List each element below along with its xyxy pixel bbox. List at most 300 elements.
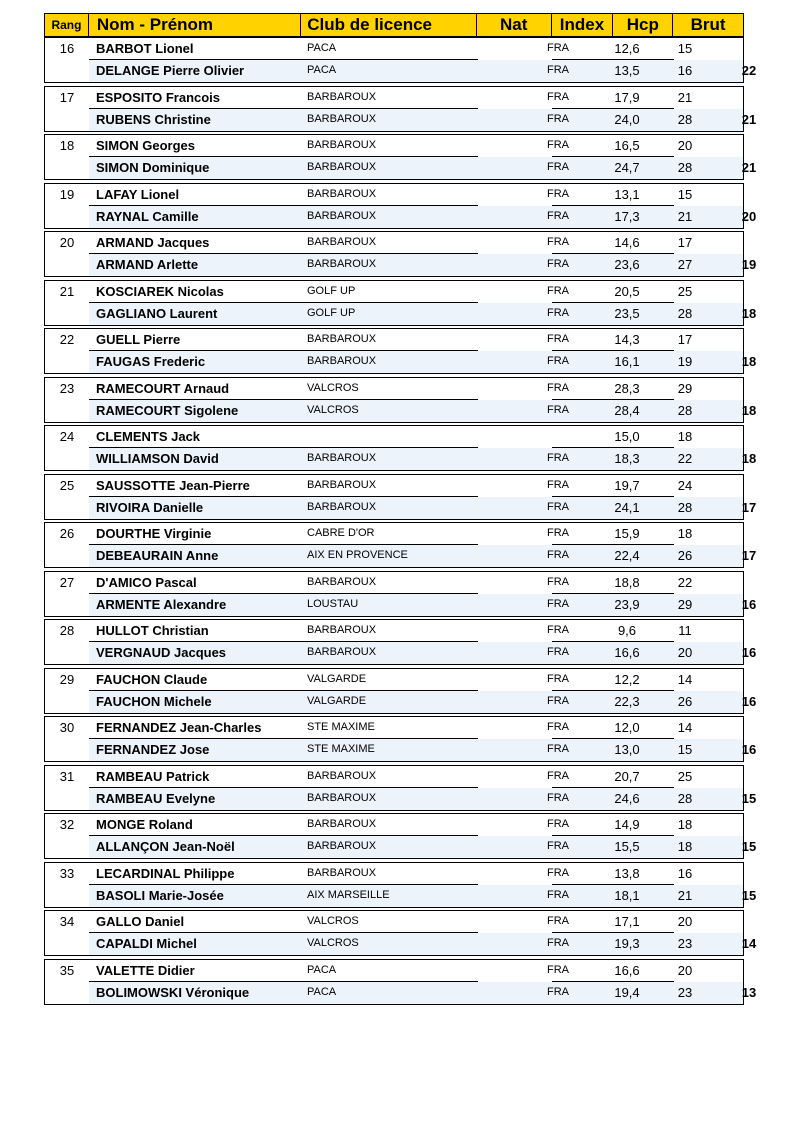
nationality: FRA [547, 161, 569, 173]
club-name: BARBAROUX [307, 90, 377, 103]
nationality: FRA [547, 646, 569, 658]
club-name: BARBAROUX [307, 769, 377, 782]
rang-value: 18 [59, 138, 75, 153]
club-name: BARBAROUX [307, 333, 377, 345]
index-value: 13,5 [614, 63, 640, 78]
row-divider [302, 447, 478, 448]
row-divider [552, 593, 614, 594]
index-value: 14,6 [614, 235, 640, 250]
player-name: MONGE Roland [96, 817, 193, 832]
player-name: RAMBEAU Evelyne [96, 790, 216, 806]
player-row [89, 281, 743, 303]
player-name: SAUSSOTTE Jean-Pierre [96, 477, 250, 493]
club-name: BARBAROUX [307, 209, 377, 222]
player-name: LECARDINAL Philippe [96, 865, 235, 881]
index-value: 23,6 [614, 257, 640, 272]
team-group [44, 571, 757, 617]
brut-score: 16 [741, 742, 757, 757]
index-value: 12,2 [614, 671, 640, 687]
row-divider [614, 981, 674, 982]
player-row [89, 448, 757, 470]
player-row [89, 863, 743, 885]
player-row [89, 911, 743, 933]
row-divider [614, 205, 674, 206]
rang-value: 19 [59, 186, 75, 202]
hcp-value: 21 [677, 89, 693, 105]
player-row [89, 378, 743, 400]
player-name: CAPALDI Michel [96, 936, 197, 951]
row-divider [614, 156, 674, 157]
index-value: 18,1 [614, 887, 640, 903]
hcp-value: 20 [677, 645, 693, 660]
row-divider [552, 399, 614, 400]
team-group [44, 619, 757, 665]
brut-score: 18 [741, 402, 757, 418]
row-divider [552, 156, 614, 157]
player-row [89, 38, 743, 60]
row-divider [89, 108, 302, 109]
hcp-value: 23 [677, 936, 693, 951]
row-divider [552, 884, 614, 885]
nationality: FRA [547, 624, 569, 636]
row-divider [614, 399, 674, 400]
index-value: 20,5 [614, 283, 640, 299]
index-value: 24,6 [614, 790, 640, 806]
hcp-value: 18 [677, 839, 693, 854]
club-name: BARBAROUX [307, 791, 377, 804]
hcp-value: 17 [677, 235, 693, 250]
player-row [89, 717, 743, 739]
nationality: FRA [547, 694, 569, 707]
player-name: HULLOT Christian [96, 623, 209, 638]
nationality: FRA [547, 64, 569, 76]
rang-value: 29 [59, 671, 75, 687]
club-name: GOLF UP [307, 284, 356, 297]
club-name: VALCROS [307, 381, 359, 394]
row-divider [552, 835, 614, 836]
row-divider [614, 496, 674, 497]
index-value: 28,3 [614, 380, 640, 396]
rang-value: 25 [59, 477, 75, 493]
player-name: FERNANDEZ Jean-Charles [96, 720, 262, 735]
team-group [44, 280, 757, 326]
club-name: PACA [307, 963, 337, 976]
rang-value: 20 [59, 235, 75, 250]
row-divider [614, 350, 674, 351]
club-name [307, 426, 475, 447]
player-name: WILLIAMSON David [96, 451, 219, 466]
nationality [523, 426, 583, 447]
index-value: 24,0 [614, 111, 640, 127]
club-name: BARBAROUX [307, 575, 377, 588]
player-name: CLEMENTS Jack [96, 429, 201, 444]
club-name: VALCROS [307, 403, 359, 416]
brut-score: 14 [741, 936, 757, 951]
row-divider [552, 447, 614, 448]
index-value: 24,1 [614, 499, 640, 515]
player-row [89, 620, 743, 642]
club-name: VALCROS [307, 915, 359, 927]
nationality: FRA [547, 355, 569, 367]
row-divider [552, 59, 614, 60]
row-divider [302, 835, 478, 836]
row-divider [89, 350, 302, 351]
player-row [89, 545, 757, 567]
hcp-value: 22 [677, 574, 693, 590]
results-table [44, 13, 757, 1005]
player-name: BASOLI Marie-Josée [96, 887, 224, 903]
row-divider [302, 641, 478, 642]
nationality: FRA [547, 888, 569, 901]
rang-value: 34 [59, 914, 75, 929]
row-divider [302, 156, 478, 157]
row-divider [302, 205, 478, 206]
row-divider [89, 738, 302, 739]
row-divider [89, 302, 302, 303]
team-group [44, 910, 757, 956]
nationality: FRA [547, 818, 569, 830]
brut-score: 16 [741, 693, 757, 709]
hcp-value: 18 [677, 526, 693, 541]
index-value: 24,7 [614, 160, 640, 175]
row-divider [302, 108, 478, 109]
row-divider [614, 593, 674, 594]
row-divider [614, 932, 674, 933]
brut-score: 21 [741, 160, 757, 175]
row-divider [302, 787, 478, 788]
index-value: 15,5 [614, 839, 640, 854]
index-value: 16,1 [614, 354, 640, 369]
header-brut: Brut [690, 15, 726, 34]
row-divider [614, 738, 674, 739]
hcp-value: 15 [677, 186, 693, 202]
index-value: 16,5 [614, 138, 640, 153]
club-name: STE MAXIME [307, 743, 375, 755]
rang-value: 16 [59, 41, 75, 56]
player-row [89, 351, 757, 373]
player-row [89, 788, 757, 810]
row-divider [302, 884, 478, 885]
club-name: BARBAROUX [307, 478, 377, 491]
player-name: ALLANÇON Jean-Noël [96, 839, 235, 854]
row-divider [302, 496, 478, 497]
player-name: SIMON Dominique [96, 160, 210, 175]
rang-value: 35 [59, 962, 75, 978]
player-row [89, 475, 743, 497]
hcp-value: 25 [677, 768, 693, 784]
row-divider [89, 59, 302, 60]
player-row [89, 766, 743, 788]
club-name: PACA [307, 64, 337, 76]
row-divider [89, 835, 302, 836]
player-name: LAFAY Lionel [96, 186, 180, 202]
team-group [44, 328, 757, 374]
nationality: FRA [547, 258, 569, 270]
row-divider [552, 205, 614, 206]
hcp-value: 22 [677, 451, 693, 466]
player-name: ESPOSITO Francois [96, 89, 221, 105]
hcp-value: 28 [677, 111, 693, 127]
club-name: VALGARDE [307, 694, 367, 707]
hcp-value: 21 [677, 887, 693, 903]
player-row [89, 836, 757, 858]
player-row [89, 739, 757, 761]
team-group [44, 813, 757, 859]
index-value: 18,3 [614, 451, 640, 466]
hcp-value: 28 [677, 160, 693, 175]
club-name: BARBAROUX [307, 236, 377, 248]
hcp-value: 16 [677, 865, 693, 881]
rang-value: 21 [59, 283, 75, 299]
team-group [44, 377, 757, 423]
row-divider [89, 981, 302, 982]
player-row [89, 303, 757, 325]
row-divider [302, 302, 478, 303]
player-row [89, 184, 743, 206]
rang-value: 27 [59, 574, 75, 590]
index-value: 19,7 [614, 477, 640, 493]
player-row [89, 885, 757, 907]
team-group [44, 668, 757, 714]
nationality: FRA [547, 791, 569, 804]
player-name: RAMECOURT Sigolene [96, 402, 239, 418]
row-divider [552, 108, 614, 109]
club-name: BARBAROUX [307, 452, 377, 464]
team-group [44, 765, 757, 811]
player-row [89, 87, 743, 109]
header-rang: Rang [45, 14, 89, 36]
club-name: BARBAROUX [307, 139, 377, 151]
nationality: FRA [547, 452, 569, 464]
nationality: FRA [547, 42, 569, 54]
player-row [89, 669, 743, 691]
hcp-value: 29 [677, 380, 693, 396]
brut-score: 15 [741, 790, 757, 806]
player-row [89, 157, 757, 179]
club-name: BARBAROUX [307, 866, 377, 879]
row-divider [89, 641, 302, 642]
team-group [44, 37, 757, 83]
player-row [89, 572, 743, 594]
club-name: AIX EN PROVENCE [307, 549, 408, 561]
player-row [89, 523, 743, 545]
club-name: BARBAROUX [307, 187, 377, 200]
index-value: 16,6 [614, 645, 640, 660]
team-group [44, 86, 757, 132]
row-divider [89, 447, 302, 448]
club-name: BARBAROUX [307, 500, 377, 513]
row-divider [302, 932, 478, 933]
brut-score: 18 [741, 305, 757, 321]
club-name: VALCROS [307, 937, 359, 949]
club-name: CABRE D'OR [307, 527, 375, 539]
index-value: 28,4 [614, 402, 640, 418]
row-divider [302, 544, 478, 545]
row-divider [552, 787, 614, 788]
player-name: FAUGAS Frederic [96, 354, 206, 369]
brut-score: 17 [741, 499, 757, 515]
player-name: VERGNAUD Jacques [96, 645, 227, 660]
hcp-value: 14 [677, 720, 693, 735]
index-value: 23,5 [614, 305, 640, 321]
club-name: VALGARDE [307, 672, 367, 685]
index-value: 22,4 [614, 548, 640, 563]
nationality: FRA [547, 478, 569, 491]
rang-value: 22 [59, 332, 75, 347]
team-group [44, 716, 757, 762]
hcp-value: 28 [677, 499, 693, 515]
player-row [89, 329, 743, 351]
rang-value: 33 [59, 865, 75, 881]
row-divider [89, 156, 302, 157]
index-value: 18,8 [614, 574, 640, 590]
row-divider [302, 253, 478, 254]
row-divider [552, 302, 614, 303]
hcp-value: 20 [677, 962, 693, 978]
header-club: Club de licence [301, 14, 477, 36]
row-divider [614, 253, 674, 254]
row-divider [614, 544, 674, 545]
club-name: BARBAROUX [307, 161, 377, 173]
rang-value: 24 [59, 429, 75, 444]
rang-value: 30 [59, 720, 75, 735]
row-divider [89, 496, 302, 497]
player-name: KOSCIAREK Nicolas [96, 283, 224, 299]
index-value: 23,9 [614, 596, 640, 612]
index-value: 13,0 [614, 742, 640, 757]
hcp-value: 29 [677, 596, 693, 612]
brut-score: 18 [741, 451, 757, 466]
index-value: 16,6 [614, 962, 640, 978]
player-row [89, 594, 757, 616]
player-row [89, 206, 757, 228]
row-divider [89, 544, 302, 545]
row-divider [302, 593, 478, 594]
hcp-value: 19 [677, 354, 693, 369]
team-group [44, 474, 757, 520]
team-group [44, 862, 757, 908]
player-row [89, 642, 757, 664]
player-row [89, 982, 757, 1004]
player-name: BARBOT Lionel [96, 41, 194, 56]
row-divider [614, 787, 674, 788]
hcp-value: 27 [677, 257, 693, 272]
player-row [89, 109, 757, 131]
team-group [44, 959, 757, 1005]
nationality: FRA [547, 937, 569, 949]
index-value: 14,9 [614, 817, 640, 832]
hcp-value: 15 [677, 41, 693, 56]
player-name: VALETTE Didier [96, 962, 195, 978]
row-divider [614, 108, 674, 109]
club-name: BARBAROUX [307, 355, 377, 367]
player-name: FAUCHON Claude [96, 671, 208, 687]
player-name: FAUCHON Michele [96, 693, 212, 709]
rang-value: 31 [59, 768, 75, 784]
index-value: 22,3 [614, 693, 640, 709]
nationality: FRA [547, 915, 569, 927]
player-name: GALLO Daniel [96, 914, 185, 929]
player-name: GAGLIANO Laurent [96, 305, 218, 321]
index-value: 14,3 [614, 332, 640, 347]
rang-value: 32 [59, 817, 75, 832]
row-divider [89, 690, 302, 691]
index-value: 13,8 [614, 865, 640, 881]
club-name: BARBAROUX [307, 258, 377, 270]
brut-score: 17 [741, 548, 757, 563]
player-name: RIVOIRA Danielle [96, 499, 204, 515]
rang-value: 28 [59, 623, 75, 638]
row-divider [552, 350, 614, 351]
club-name: BARBAROUX [307, 840, 377, 852]
team-groups [44, 37, 757, 1005]
brut-score: 16 [741, 596, 757, 612]
nationality: FRA [547, 500, 569, 513]
index-value: 17,1 [614, 914, 640, 929]
row-divider [89, 593, 302, 594]
hcp-value: 26 [677, 693, 693, 709]
nationality: FRA [547, 721, 569, 733]
brut-score: 16 [741, 645, 757, 660]
player-name: FERNANDEZ Jose [96, 742, 210, 757]
index-value: 13,1 [614, 186, 640, 202]
team-group [44, 183, 757, 229]
player-name: SIMON Georges [96, 138, 195, 153]
team-group [44, 134, 757, 180]
player-row [89, 400, 757, 422]
nationality: FRA [547, 527, 569, 539]
index-value: 9,6 [617, 623, 637, 638]
hcp-value: 11 [678, 623, 692, 638]
nationality: FRA [547, 284, 569, 297]
row-divider [89, 253, 302, 254]
row-divider [552, 932, 614, 933]
index-value: 17,3 [614, 208, 640, 224]
header-index: Index [552, 14, 614, 36]
index-value: 12,0 [614, 720, 640, 735]
nationality: FRA [547, 672, 569, 685]
club-name: BARBAROUX [307, 624, 377, 636]
row-divider [614, 302, 674, 303]
index-value: 15,0 [614, 429, 640, 444]
nationality: FRA [547, 306, 569, 319]
brut-score: 18 [741, 354, 757, 369]
team-group [44, 231, 757, 277]
brut-score: 15 [741, 839, 757, 854]
nationality: FRA [547, 985, 569, 998]
row-divider [614, 690, 674, 691]
row-divider [552, 981, 614, 982]
club-name: PACA [307, 985, 337, 998]
player-row [89, 691, 757, 713]
club-name: GOLF UP [307, 306, 356, 319]
row-divider [302, 738, 478, 739]
hcp-value: 21 [677, 208, 693, 224]
row-divider [552, 544, 614, 545]
club-name: AIX MARSEILLE [307, 888, 390, 901]
hcp-value: 14 [677, 671, 693, 687]
player-name: D'AMICO Pascal [96, 574, 197, 590]
hcp-value: 18 [677, 817, 693, 832]
player-row [89, 60, 757, 82]
hcp-value: 18 [677, 429, 693, 444]
row-divider [89, 884, 302, 885]
player-name: DEBEAURAIN Anne [96, 548, 219, 563]
header-nat: Nat [477, 14, 552, 36]
nationality: FRA [547, 575, 569, 588]
nationality: FRA [547, 549, 569, 561]
row-divider [89, 399, 302, 400]
